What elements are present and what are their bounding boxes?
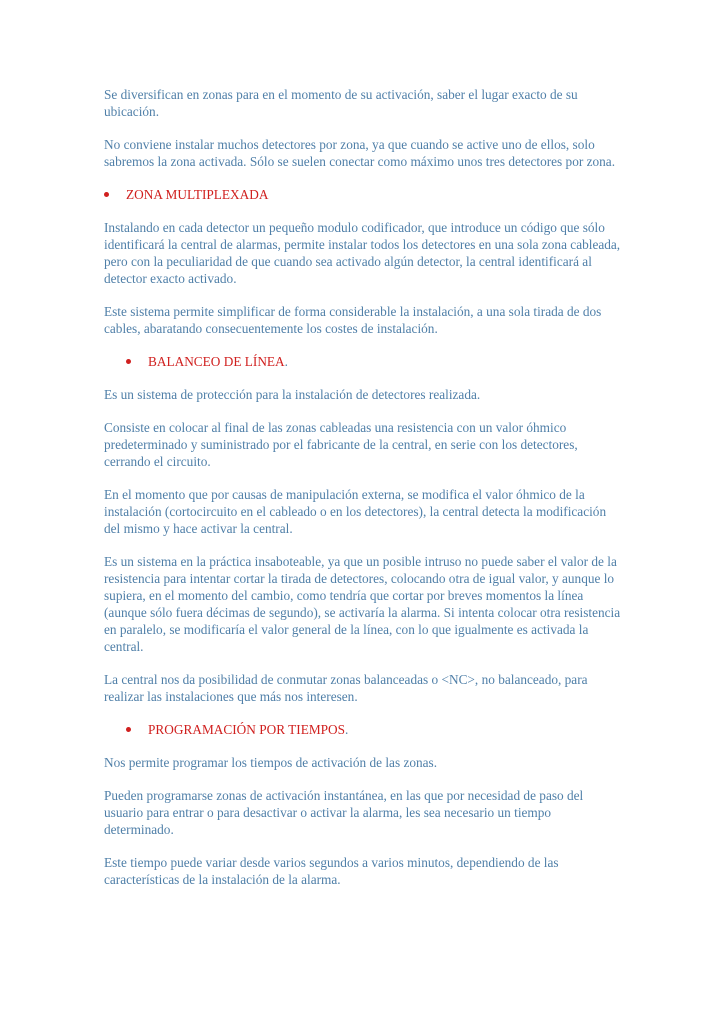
paragraph: Este sistema permite simplificar de forma considerable la instalación, a una sola tirada de dos cables, abaratando consecuentemente los costes de instalación. xyxy=(104,304,602,336)
heading-label: ZONA MULTIPLEXADA xyxy=(126,187,269,202)
paragraph: En el momento que por causas de manipulación externa, se modifica el valor óhmico de la instalación (cortocircuito en el cableado o en los detectores), la central detecta la modificación del mismo y hace activar la central. xyxy=(104,487,607,536)
bullet-icon xyxy=(126,359,131,364)
bullet-icon xyxy=(104,192,109,197)
heading-suffix: . xyxy=(284,354,288,369)
heading-label: BALANCEO DE LÍNEA xyxy=(148,354,285,369)
paragraph: La central nos da posibilidad de conmutar zonas balanceadas o <NC>, no balanceado, para realizar las instalaciones que más nos interesen. xyxy=(104,672,588,704)
section-heading-balanceo-de-linea xyxy=(104,353,624,370)
paragraph: Es un sistema en la práctica insaboteable, ya que un posible intruso no puede saber el valor de la resistencia para intentar cortar la tirada de detectores, colocando otra de igual valor, y aunque lo supiera, en el momento del cambio, como tendría que cortar por breves momentos la línea (aunque sólo fuera décimas de segundo), se activaría la alarma. Si intenta colocar otra resistencia en paralelo, se modificaría el valor general de la línea, con lo que igualmente es activada la central. xyxy=(104,554,621,654)
paragraph: No conviene instalar muchos detectores por zona, ya que cuando se active uno de ellos, solo sabremos la zona activada. Sólo se suelen conectar como máximo unos tres detectores por zona. xyxy=(104,137,616,169)
paragraph: Este tiempo puede variar desde varios segundos a varios minutos, dependiendo de las características de la instalación de la alarma. xyxy=(104,855,559,887)
paragraph: Nos permite programar los tiempos de activación de las zonas. xyxy=(104,755,438,770)
heading-label: PROGRAMACIÓN POR TIEMPOS xyxy=(148,722,346,737)
section-heading-programacion-por-tiempos xyxy=(104,721,624,738)
document-page xyxy=(104,86,624,904)
heading-suffix: . xyxy=(345,722,349,737)
section-heading-zona-multiplexada xyxy=(104,186,624,203)
paragraph: Es un sistema de protección para la instalación de detectores realizada. xyxy=(104,387,481,402)
paragraph: Consiste en colocar al final de las zonas cableadas una resistencia con un valor óhmico predeterminado y suministrado por el fabricante de la central, en serie con los detectores, cerrando el circuito. xyxy=(104,420,578,469)
bullet-icon xyxy=(126,727,131,732)
paragraph: Se diversifican en zonas para en el momento de su activación, saber el lugar exacto de su ubicación. xyxy=(104,87,578,119)
paragraph: Pueden programarse zonas de activación instantánea, en las que por necesidad de paso del usuario para entrar o para desactivar o activar la alarma, les sea necesario un tiempo determinado. xyxy=(104,788,584,837)
paragraph: Instalando en cada detector un pequeño modulo codificador, que introduce un código que sólo identificará la central de alarmas, permite instalar todos los detectores en una sola zona cableada, pero con la peculiaridad de que cuando sea activado algún detector, la central identificará al detector exacto activado. xyxy=(104,220,621,286)
